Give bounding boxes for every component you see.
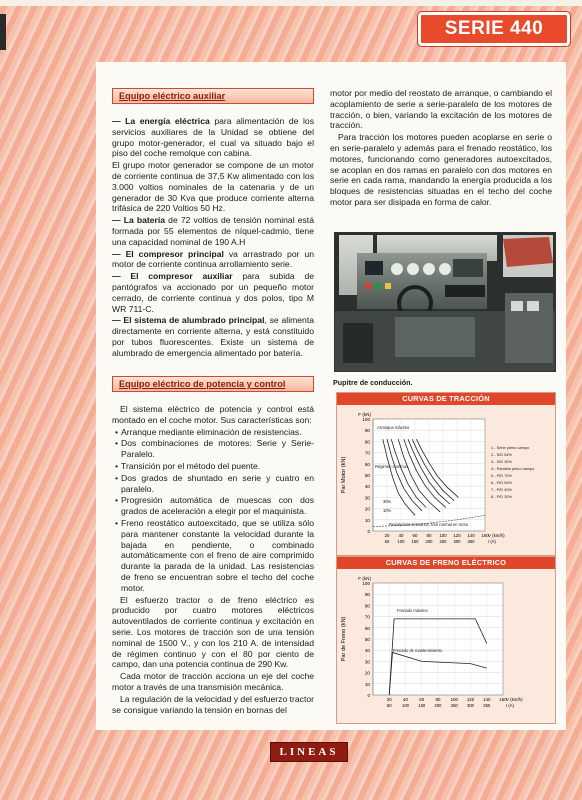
list-item: • Dos grados de shuntado en serie y cuatro en paralelo.	[112, 473, 314, 495]
left-column-bottom	[112, 404, 314, 716]
x-axis-label: V (km/h)	[488, 533, 505, 538]
paragraph	[112, 116, 314, 159]
y-tick-label: 40	[364, 484, 370, 490]
cab-photo	[334, 232, 556, 372]
x-tick-label: 100	[450, 697, 458, 702]
list-item: • Freno reostático autoexcitado, que se utiliza sólo para mantener constante la velocidad durante la bajada en pendiente, o combinado automáticamente con el freno de aire comprimido durante la parada de la unidad. Las resistencias de freno se encuentran sobre el techo del coche motor.	[112, 518, 314, 594]
y-unit-label: F (kN)	[358, 576, 371, 581]
traction-chart	[337, 405, 555, 555]
y-tick-label: 0	[367, 529, 370, 534]
paragraph: El grupo motor generador se compone de un motor de corriente continua de 37,5 Kw alimentado con los 3.000 voltios nominales de la catenaria y de un generador de 30 Kva que produce corriente alterna trifásica de 220 Voltios 50 Hz.	[112, 160, 314, 214]
y-tick-label: 10	[364, 681, 370, 687]
y-tick-label: 30	[364, 495, 370, 501]
y-tick-label: 20	[364, 670, 370, 676]
legend-entry: 4.- Paralelo pleno campo	[491, 466, 535, 471]
legend-entry: 1.- Serie pleno campo	[491, 445, 530, 450]
brake-chart	[337, 569, 555, 723]
traction-chart-box	[336, 392, 556, 556]
x2-tick-label: 350	[467, 539, 475, 544]
annotation: Frenado de mantenimiento	[393, 648, 442, 653]
x2-tick-label: 250	[439, 539, 447, 544]
x-tick-label: 140	[467, 533, 475, 538]
x2-tick-label: 150	[411, 539, 419, 544]
feature-list	[112, 427, 314, 594]
x-tick-label: 20	[386, 697, 392, 702]
x-tick-label: 120	[466, 697, 475, 702]
x-tick-label: 20	[384, 533, 390, 538]
brake-chart-box	[336, 556, 556, 724]
x-tick-label: 120	[453, 533, 461, 538]
lead-text: — El compresor principal	[112, 248, 224, 259]
x2-tick-label: 50	[384, 539, 390, 544]
y-axis-label: Par Motor (kN)	[341, 456, 347, 494]
body-text: , se alimenta directamente en corriente alterna, y está constituido por tubos fluorescentes. Existe un sistema de alumbrado de emergencia alimentado por batería.	[112, 315, 314, 358]
x-tick-label: 140	[483, 697, 491, 702]
x-axis-label: V (km/h)	[506, 697, 523, 702]
x2-tick-label: 300	[453, 539, 461, 544]
y-tick-label: 90	[364, 428, 370, 434]
page-edge-mark	[0, 14, 6, 50]
body-text: para alimentación de los servicios auxiliares de la Unidad se obtiene del grupo motor-generador, el cual va situado bajo el piso del coche remolque con cabina.	[112, 116, 315, 159]
y-tick-label: 30	[364, 659, 370, 665]
list-item: • Progresión automática de muescas con dos grados de aceleración a elegir por el maquinista.	[112, 495, 314, 517]
y-axis-label: Par de Freno (kN)	[341, 616, 347, 662]
y-tick-label: 20	[364, 506, 370, 512]
legend-entry: 7.- P/D 40%	[491, 487, 512, 492]
y-tick-label: 90	[364, 592, 370, 598]
legend-entry: 5.- P/D 70%	[491, 473, 512, 478]
paragraph	[112, 315, 314, 358]
annotation: Resistencia al avance, tren normal en recta	[389, 522, 468, 527]
section-title-power	[112, 376, 314, 392]
x2-tick-label: 350	[483, 703, 491, 708]
x2-tick-label: 150	[418, 703, 426, 708]
legend-entry: 6.- P/D 54%	[491, 480, 512, 485]
top-edge	[0, 0, 582, 6]
body-text: va arrastrado por un motor de corriente continua arrollamiento serie.	[112, 248, 314, 270]
x2-axis-label: I (A)	[488, 539, 496, 544]
y-tick-label: 0	[367, 693, 370, 698]
paragraph: motor por medio del reostato de arranque, o cambiando el acoplamiento de serie a serie-paralelo de los motores de tracción, o bien, variando la excitación de los motores de tracción.	[330, 88, 552, 131]
right-column-text	[330, 88, 552, 209]
x-tick-label: 60	[419, 697, 425, 702]
lead-text: — La energía eléctrica	[112, 116, 210, 126]
annotation: Régimen contínuo	[375, 464, 409, 469]
x2-tick-label: 200	[425, 539, 433, 544]
x-tick-label: 80	[435, 697, 441, 702]
list-item: • Arranque mediante eliminación de resistencias.	[112, 427, 314, 438]
paragraph	[112, 271, 314, 314]
y-unit-label: F (kN)	[358, 412, 371, 417]
series-badge: SERIE 440	[418, 12, 570, 46]
y-tick-label: 100	[362, 417, 370, 422]
paragraph: La regulación de la velocidad y del esfuerzo tractor se consigue variando la tensión en bornas del	[112, 693, 314, 715]
annotation: 30%	[383, 499, 392, 504]
y-tick-label: 60	[364, 625, 370, 631]
paragraph	[112, 249, 314, 271]
lead-text: — La batería	[112, 215, 166, 226]
x-tick-label: 60	[412, 533, 418, 538]
paragraph	[112, 215, 314, 247]
paragraph: Para tracción los motores pueden acoplarse en serie o en serie-paralelo y además para el frenado reostático, los motores, funcionando como generadores autoexcitados, se acoplan en dos ramas en paralelo con dos motores en serie en cada rama, mandando la energía producida a los bloques de resistencias situadas en el techo del coche motor para ser disipada en forma de calor.	[330, 132, 552, 207]
annotation: Frenado máximo	[397, 608, 428, 613]
legend-entry: 8.- P/D 30%	[491, 494, 512, 499]
section-title-text: Equipo eléctrico auxiliar	[119, 91, 226, 101]
annotation: Arranque máximo	[377, 425, 410, 430]
y-tick-label: 70	[364, 614, 370, 620]
x-tick-label: 160	[499, 697, 507, 702]
photo-caption: Pupitre de conducción.	[333, 378, 413, 387]
x2-tick-label: 250	[450, 703, 458, 708]
x2-tick-label: 200	[434, 703, 442, 708]
annotation: 10%	[383, 508, 392, 513]
x-tick-label: 100	[439, 533, 447, 538]
list-item: • Dos combinaciones de motores: Serie y Serie-Paralelo.	[112, 438, 314, 460]
paragraph: El sistema eléctrico de potencia y control está montado en el coche motor. Sus características son:	[112, 404, 314, 425]
x2-tick-label: 50	[386, 703, 392, 708]
y-tick-label: 80	[364, 439, 370, 445]
publication-logo: LINEAS	[270, 742, 348, 762]
y-tick-label: 80	[364, 603, 370, 609]
y-tick-label: 50	[364, 473, 370, 478]
paragraph: El esfuerzo tractor o de freno eléctrico es producido por cuatro motores eléctricos autoventilados de corriente continua y excitación en serie. Los motores de tracción son de una tensión nominal de 1500 V., y con los 210 A. de intensidad de régimen continuo y con el 80 por ciento de campo, dan una potencia continua de 290 Kw.	[112, 594, 314, 670]
chart-title: CURVAS DE FRENO ELÉCTRICO	[337, 557, 555, 569]
y-tick-label: 10	[364, 517, 370, 523]
x-tick-label: 40	[398, 533, 404, 538]
paragraph: Cada motor de tracción acciona un eje del coche motor a través de una transmisión mecánica.	[112, 671, 314, 692]
lead-text: — El sistema de alumbrado principal	[112, 315, 265, 326]
legend-entry: 3.- S/D 30%	[491, 459, 512, 464]
x2-tick-label: 300	[467, 703, 474, 708]
y-tick-label: 60	[364, 461, 370, 467]
y-tick-label: 50	[364, 637, 370, 642]
y-tick-label: 100	[362, 581, 370, 586]
cab-illustration	[335, 233, 556, 372]
chart-title: CURVAS DE TRACCIÓN	[337, 393, 555, 405]
x2-tick-label: 100	[397, 539, 405, 544]
section-title-text: Equipo eléctrico de potencia y control	[119, 379, 286, 389]
y-tick-label: 40	[364, 648, 370, 654]
section-title-auxiliary	[112, 88, 314, 104]
x-tick-label: 40	[403, 697, 408, 702]
body-text: de 72 voltios de tensión nominal está formada por 55 elementos de níquel-cadmio, tiene una capacidad nominal de 190 A.H	[112, 215, 314, 247]
lead-text: — El compresor auxiliar	[112, 271, 233, 282]
legend-entry: 2.- S/D 54%	[491, 452, 512, 457]
x-tick-label: 160	[481, 533, 489, 538]
list-item: • Transición por el método del puente.	[112, 461, 314, 472]
x2-tick-label: 100	[402, 703, 409, 708]
left-column-top	[112, 116, 314, 360]
y-tick-label: 70	[364, 450, 370, 456]
body-text: para subida de pantógrafos va accionado por un pequeño motor cerrado, de corriente continua y dos polos, tipo M WR 711-C.	[112, 271, 315, 314]
x-tick-label: 80	[426, 533, 432, 538]
x2-axis-label: I (A)	[506, 703, 514, 708]
